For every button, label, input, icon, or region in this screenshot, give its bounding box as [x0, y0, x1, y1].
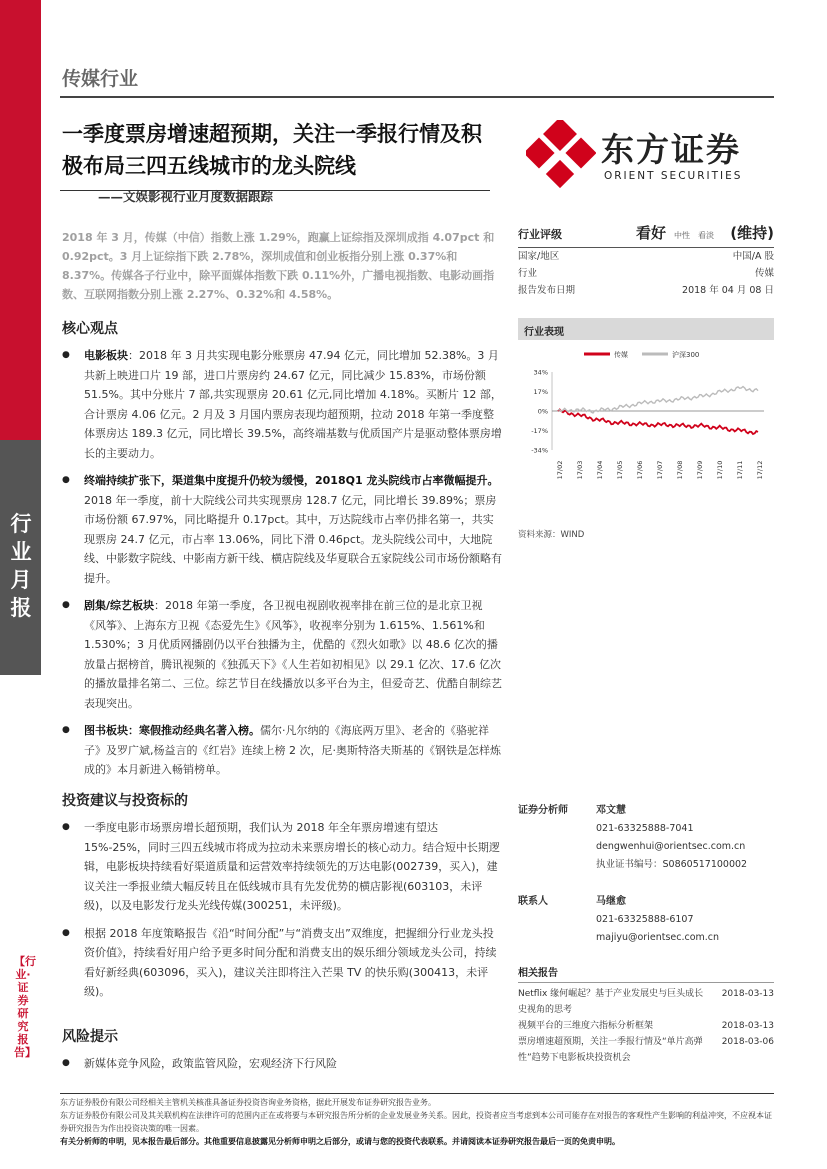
x-tick-label: 17/02: [556, 460, 564, 480]
core-list: [62, 346, 502, 788]
risk-list: [62, 1054, 502, 1082]
disclaimer-line: 东方证券股份有限公司及其关联机构在法律许可的范围内正在或将要与本研究报告所分析的企业发展业务关系。因此，投资者应当考虑到本公司可能存在对报告的客观性产生影响的利益冲突，不应视本证券研究报告为作出投资决策的唯一因素。: [60, 1111, 772, 1133]
core-heading: 核心观点: [62, 321, 118, 337]
performance-chart: [518, 342, 774, 514]
x-tick-label: 17/06: [636, 460, 644, 480]
contact-name: 马继愈: [596, 896, 626, 907]
rating-label: 行业评级: [518, 228, 562, 241]
logo-text-cn: 东方证券: [601, 130, 741, 169]
invest-item: ● 根据 2018 年度策略报告《沿“时间分配”与“消费支出”双维度，把握细分行业龙头投资价值》，持续看好用户给予更多时间分配和消费支出的娱乐细分领域龙头公司，持续看好新经典(603096，买入)，建议关注即将注入芒果 TV 的快乐购(300413，未评级)。: [62, 924, 502, 1002]
contact-block: [518, 893, 774, 953]
invest-item: ● 一季度电影市场票房增长超预期，我们认为 2018 年全年票房增速有望达 15%-25%，同时三四五线城市将成为拉动未来票房增长的核心动力。结合短中长期逻辑，电影板块持续看好渠道质量和运营效率持续领先的万达电影(002739，买入)，建议关注一季报业绩大幅反转且在低线城市具有先发优势的横店影视(603103，未评级)，以及电影发行龙头光线传媒(300251，未评级)。: [62, 818, 502, 916]
rating-row: 国家/地区 中国/A 股: [518, 251, 774, 262]
contact-role: 联系人: [518, 896, 548, 907]
legend-label-1: 沪深300: [672, 351, 700, 359]
x-tick-label: 17/12: [756, 460, 764, 480]
core-item-cinema: ● 终端持续扩张下，渠道集中度提升仍较为缓慢，2018Q1 龙头院线市占率微幅提升。2018 年一季度，前十大院线公司共实现票房 128.7 亿元，同比增长 39.89%；票房市场份额 67.97%，同比略提升 0.17pct。其中，万达院线市占率仍排名第一，共实现票房 24.7 亿元，市占率 13.06%，同比下滑 0.46pct。龙头院线公司中，大地院线、中影数字院线、中影南方新干线、横店院线及华夏联合五家院线公司市场份额略有提升。: [62, 471, 502, 588]
y-tick-label: -34%: [531, 446, 548, 455]
y-tick-label: 34%: [533, 368, 548, 377]
x-tick-label: 17/08: [676, 460, 684, 480]
x-tick-label: 17/10: [716, 460, 724, 480]
risk-heading: 风险提示: [62, 1029, 118, 1045]
report-subtitle: ——文娱影视行业月度数据跟踪: [98, 189, 274, 204]
rating-value: 看好: [636, 224, 667, 242]
related-reports: [518, 964, 774, 1066]
analyst-phone: 021-63325888-7041: [596, 823, 694, 834]
x-tick-label: 17/07: [656, 460, 664, 480]
rating-main-row: [518, 222, 774, 248]
x-tick-label: 17/11: [736, 460, 744, 480]
related-item[interactable]: Netflix 缘何崛起？基于产业发展史与巨头成长史视角的思考 2018-03-13: [518, 989, 774, 1015]
invest-list: [62, 818, 502, 1010]
header-divider: [60, 96, 774, 98]
side-report-category-label: 【行业·证券研究报告】: [14, 955, 36, 1059]
footer-divider: [60, 1093, 774, 1094]
disclaimer-line-bold: 有关分析师的申明，见本报告最后部分。其他重要信息披露见分析师申明之后部分，或请与您的投资代表联系。并请阅读本证券研究报告最后一页的免责申明。: [60, 1137, 620, 1146]
x-tick-label: 17/04: [596, 460, 604, 480]
series-line-0: [558, 410, 758, 435]
x-tick-label: 17/03: [576, 460, 584, 480]
analyst-email[interactable]: dengwenhui@orientsec.com.cn: [596, 841, 746, 852]
risk-item: ● 新媒体竞争风险，政策监管风险，宏观经济下行风险: [62, 1054, 502, 1074]
y-tick-label: 17%: [533, 388, 548, 396]
rating-row: 行业 传媒: [518, 268, 774, 279]
rating-row: 报告发布日期 2018 年 04 月 08 日: [518, 285, 774, 296]
x-tick-label: 17/09: [696, 460, 704, 480]
side-bar-red: [0, 0, 41, 440]
side-report-type-label: 行业月报: [10, 512, 32, 620]
y-tick-label: 0%: [537, 407, 548, 416]
invest-heading: 投资建议与投资标的: [62, 793, 188, 809]
company-logo: [526, 120, 786, 190]
y-tick-label: -17%: [531, 427, 548, 435]
logo-mark-icon: [526, 120, 596, 190]
logo-text-en: ORIENT SECURITIES: [604, 170, 743, 182]
related-heading: 相关报告: [518, 964, 774, 983]
contact-email[interactable]: majiyu@orientsec.com.cn: [596, 932, 720, 943]
report-title: 一季度票房增速超预期，关注一季报行情及积极布局三四五线城市的龙头院线: [62, 122, 482, 178]
analyst-block: [518, 802, 774, 882]
related-item[interactable]: 视频平台的三维度六指标分析框架 2018-03-13: [518, 1021, 774, 1031]
contact-phone: 021-63325888-6107: [596, 914, 694, 925]
core-item-books: ● 图书板块：寒假推动经典名著入榜。儒尔·凡尔纳的《海底两万里》、老舍的《骆驼祥子》及罗广斌,杨益言的《红岩》连续上榜 2 次，尼·奥斯特洛夫斯基的《钢铁是怎样炼成的》本月新进入畅销榜单。: [62, 721, 502, 780]
analyst-cert: 执业证书编号：S0860517100002: [596, 859, 748, 870]
performance-header: 行业表现: [518, 318, 774, 340]
analyst-name: 邓文慧: [596, 805, 626, 816]
summary-paragraph: 2018 年 3 月，传媒（中信）指数上涨 1.29%，跑赢上证综指及深圳成指 4.07pct 和 0.92pct。3 月上证综指下跌 2.78%，深圳成值和创业板指分别上涨 0.37%和 8.37%。传媒各子行业中，除平面媒体指数下跌 0.11%外，广播电视指数、电影动画指数、互联网指数分别上涨 2.27%、0.32%和 4.58%。: [62, 231, 495, 301]
rating-box: [518, 222, 774, 299]
analyst-role: 证券分析师: [518, 805, 568, 816]
x-tick-label: 17/05: [616, 460, 624, 480]
legend-label-0: 传媒: [614, 351, 628, 359]
disclaimer: [60, 1096, 776, 1148]
rating-options: 中性 看淡: [674, 231, 715, 240]
related-item[interactable]: 票房增速超预期，关注一季报行情及“单片高弹性”趋势下电影板块投资机会 2018-03-06: [518, 1037, 774, 1063]
core-item-film: ● 电影板块：2018 年 3 月共实现电影分账票房 47.94 亿元，同比增加 52.38%。3 月共新上映进口片 19 部，进口片票房约 24.67 亿元，同比减少 15.83%，市场份额 51.5%。其中分账片 7 部,共实现票房 20.61 亿元,同比增加 4.18%。买断片 12 部，合计票房 4.06 亿元。2 月及 3 月国内票房表现均超预期，拉动 2018 年第一季度整体票房达 189.3 亿元，同比增长 39.5%，高终端基数与优质国产片是驱动整体票房增长的主要动力。: [62, 346, 502, 463]
rating-status: (维持): [730, 224, 774, 242]
core-item-drama: ● 剧集/综艺板块：2018 年第一季度，各卫视电视剧收视率排在前三位的是北京卫视《风筝》、上海东方卫视《态爱先生》《风筝》，收视率分别为 1.615%、1.561%和 1.530%；3 月优质网播剧仍以平台独播为主，优酷的《烈火如歌》以 48.6 亿次的播放量占据榜首，腾讯视频的《独孤天下》《人生若如初相见》以 29.1 亿次、17.6 亿次的播放量排名第二、三位。综艺节目在线播放以多平台为主，但爱奇艺、优酷自制综艺表现突出。: [62, 596, 502, 713]
chart-source: 资料来源：WIND: [518, 530, 585, 540]
disclaimer-line: 东方证券股份有限公司经相关主管机关核准具备证券投资咨询业务资格，据此开展发布证券研究报告业务。: [60, 1098, 436, 1107]
industry-tag: 传媒行业: [62, 68, 139, 90]
series-line-1: [558, 387, 758, 414]
